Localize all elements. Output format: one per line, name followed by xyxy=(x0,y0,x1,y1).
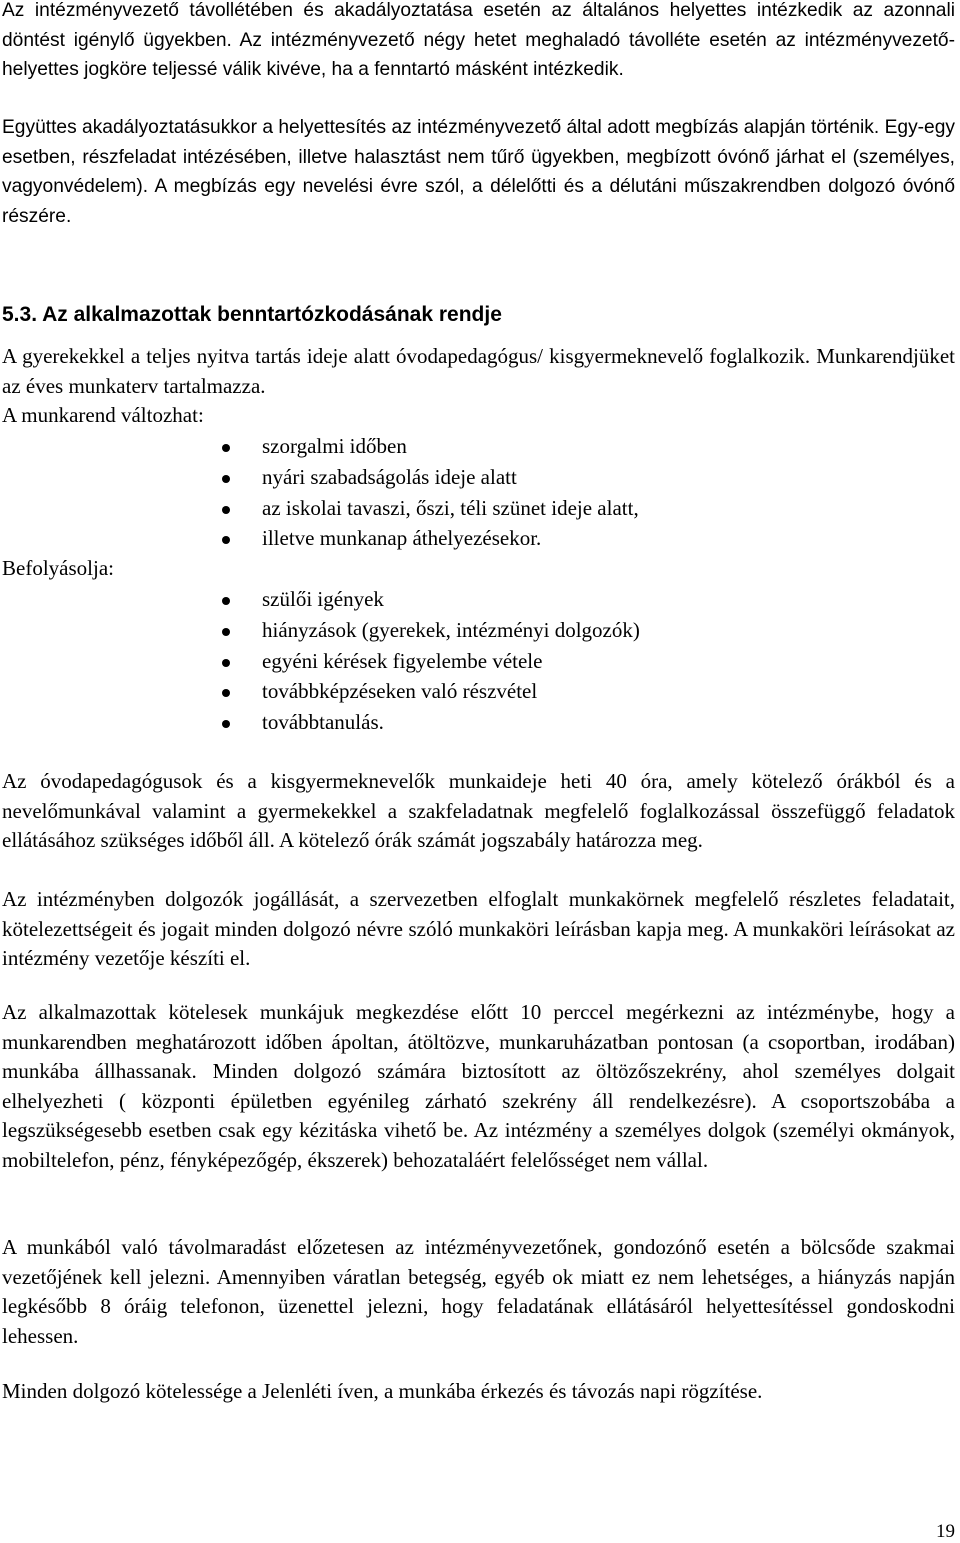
document-page: Az intézményvezető távollétében és akadályoztatása esetén az általános helyettes intézkedik az azonnali döntést igénylő ügyekben. Az intézményvezető négy hetet meghaladó távolléte esetén az intézményvezető-helyettes jogköre teljessé válik kivéve, ha a fenntartó másként intézkedik. Együttes akadályoztatásukkor a helyettesítés az intézményvezető által adott megbízás alapján történik. Egy-egy esetben, részfeladat intézésében, illetve halasztást nem tűrő ügyekben, megbízott óvónő járhat el (személyes, vagyonvédelem). A megbízás egy nevelési évre szól, a délelőtti és a délutáni műszakrendben dolgozó óvónő részére. 5.3. Az alkalmazottak benntartózkodásának rendje A gyerekekkel a teljes nyitva tartás ideje alatt óvodapedagógus/ kisgyermeknevelő foglalkozik. Munkarendjüket az éves munkaterv tartalmazza. A munkarend változhat: szorgalmi időben nyári szabadságolás ideje alatt az iskolai tavaszi, őszi, téli szünet ideje alatt, illetve munkanap áthelyezésekor. Befolyásolja: szülői igények hiányzások (gyerekek, intézményi dolgozók) egyéni kérések figyelembe vétele továbbképzéseken való részvétel továbbtanulás. Az óvodapedagógusok és a kisgyermeknevelők munkaideje heti 40 óra, amely kötelező órákból és a nevelőmunkával valamint a gyermekekkel a szakfeladatnak megfelelő foglalkozással összefüggő feladatok ellátásához szükséges időből áll. A kötelező órák számát jogszabály határozza meg. Az intézményben dolgozók jogállását, a szervezetben elfoglalt munkakörnek megfelelő részletes feladatait, kötelezettségeit és jogait minden dolgozó névre szóló munkaköri leírásban kapja meg. A munkaköri leírásokat az intézmény vezetője készíti el. Az alkalmazottak kötelesek munkájuk megkezdése előtt 10 perccel megérkezni az intézménybe, hogy a munkarendben meghatározott időben ápoltan, átöltözve, munkaruházatban pontosan (a csoportban, irodában) munkába állhassanak. Minden dolgozó számára biztosított az öltözőszekrény, ahol személyes dolgait elhelyezheti ( központi épületben egyénileg zárható szekrény áll rendelkezésre). A csoportszobába a legszükségesebb esetben csak egy kézitáska vihető be. Az intézmény a személyes dolgok (személyi okmányok, mobiltelefon, pénz, fényképezőgép, ékszerek) behozataláért felelősséget nem vállal. A munkából való távolmaradást előzetesen az intézményvezetőnek, gondozónő esetén a bölcsőde szakmai vezetőjének kell jelezni. Amennyiben váratlan betegség, egyéb ok miatt ez nem lehetséges, a hiányzás napján legkésőbb 8 óráig telefonon, üzenettel jelezni, hogy feladatának ellátásáról helyettesítéssel gondoskodni lehessen. Minden dolgozó kötelessége a Jelenléti íven, a munkába érkezés és távozás napi rögzítése. 19 xyxy=(0,0,960,1543)
bullet-icon xyxy=(222,475,230,483)
page-number: 19 xyxy=(936,1521,955,1542)
label-work-schedule-changes: A munkarend változhat: xyxy=(2,403,204,427)
paragraph-general-deputy: Az intézményvezető távollétében és akadályoztatása esetén az általános helyettes intézkedik az azonnali döntést igénylő ügyekben. Az intézményvezető négy hetet meghaladó távolléte esetén az intézményvezető-helyettes jogköre teljessé válik kivéve, ha a fenntartó másként intézkedik. xyxy=(2,0,955,81)
paragraph-absence-reporting: A munkából való távolmaradást előzetesen az intézményvezetőnek, gondozónő esetén a bölcsőde szakmai vezetőjének kell jelezni. Amennyiben váratlan betegség, egyéb ok miatt ez nem lehetséges, a hiányzás napján legkésőbb 8 óráig telefonon, üzenettel jelezni, hogy feladatának ellátásáról helyettesítéssel gondoskodni lehessen. xyxy=(2,1235,955,1348)
paragraph-arrival-rules: Az alkalmazottak kötelesek munkájuk megkezdése előtt 10 perccel megérkezni az intézménybe, hogy a munkarendben meghatározott időben ápoltan, átöltözve, munkaruházatban pontosan (a csoportban, irodában) munkába állhassanak. Minden dolgozó számára biztosított az öltözőszekrény, ahol személyes dolgait elhelyezheti ( központi épületben egyénileg zárható szekrény áll rendelkezésre). A csoportszobába a legszükségesebb esetben csak egy kézitáska vihető be. Az intézmény a személyes dolgok (személyi okmányok, mobiltelefon, pénz, fényképezőgép, ékszerek) behozataláért felelősséget nem vállal. xyxy=(2,1000,955,1172)
bullet-icon xyxy=(222,597,230,605)
bullet-icon xyxy=(222,659,230,667)
paragraph-working-time: Az óvodapedagógusok és a kisgyermeknevelők munkaideje heti 40 óra, amely kötelező órákból és a nevelőmunkával valamint a gyermekekkel a szakfeladatnak megfelelő foglalkozással összefüggő feladatok ellátásához szükséges időből áll. A kötelező órák számát jogszabály határozza meg. xyxy=(2,769,955,853)
bullet-icon xyxy=(222,628,230,636)
paragraph-joint-absence: Együttes akadályoztatásukkor a helyettesítés az intézményvezető által adott megbízás alapján történik. Egy-egy esetben, részfeladat intézésében, illetve halasztást nem tűrő ügyekben, megbízott óvónő járhat el (személyes, vagyonvédelem). A megbízás egy nevelési évre szól, a délelőtti és a délutáni műszakrendben dolgozó óvónő részére. xyxy=(2,117,955,227)
paragraph-attendance-sheet: Minden dolgozó kötelessége a Jelenléti íven, a munkába érkezés és távozás napi rögzítése. xyxy=(2,1379,763,1403)
bullet-icon xyxy=(222,536,230,544)
label-influenced-by: Befolyásolja: xyxy=(2,556,114,580)
bullet-icon xyxy=(222,506,230,514)
bullet-icon xyxy=(222,689,230,697)
section-heading: 5.3. Az alkalmazottak benntartózkodásának rendje xyxy=(2,303,502,327)
paragraph-job-descriptions: Az intézményben dolgozók jogállását, a szervezetben elfoglalt munkakörnek megfelelő részletes feladatait, kötelezettségeit és jogait minden dolgozó névre szóló munkaköri leírásban kapja meg. A munkaköri leírásokat az intézmény vezetője készíti el. xyxy=(2,887,955,971)
bullet-icon xyxy=(222,720,230,728)
bullet-icon xyxy=(222,444,230,452)
paragraph-working-hours-intro: A gyerekekkel a teljes nyitva tartás ideje alatt óvodapedagógus/ kisgyermeknevelő foglalkozik. Munkarendjüket az éves munkaterv tartalmazza. xyxy=(2,344,955,398)
